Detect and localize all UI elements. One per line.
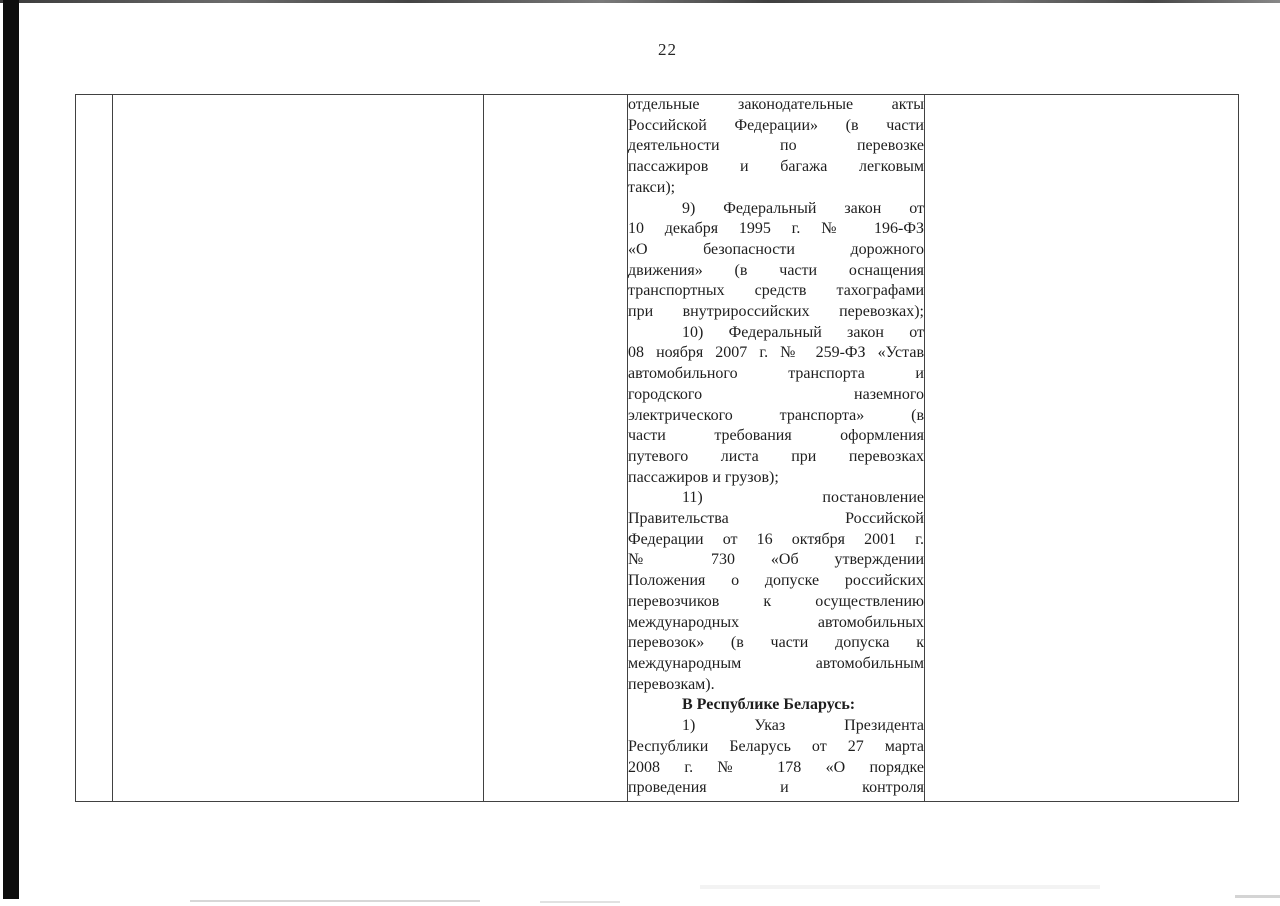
law-text-line: путевого листа при перевозках xyxy=(628,447,924,465)
table-row xyxy=(76,95,1239,802)
law-text-line: пассажиров и багажа легковым xyxy=(628,158,924,176)
law-text-line: Положения о допуске российских xyxy=(628,572,924,590)
law-text-line: городского наземного xyxy=(628,385,924,403)
scan-smudge xyxy=(1235,895,1280,898)
law-text-line: международных автомобильных xyxy=(628,613,924,631)
law-text-line: 1) Указ Президента xyxy=(682,717,924,735)
law-text-line: № 730 «Об утверждении xyxy=(628,551,924,569)
table-cell-empty-1 xyxy=(76,95,113,802)
law-text-line: перевозчиков к осуществлению xyxy=(628,592,924,610)
law-text-line: транспортных средств тахографами xyxy=(628,282,924,300)
law-text-line: 11) постановление xyxy=(682,489,924,507)
law-text-line: части требования оформления xyxy=(628,427,924,445)
law-text-line: пассажиров и грузов); xyxy=(628,468,779,486)
law-text-line: Республики Беларусь от 27 марта xyxy=(628,737,924,755)
law-text-line: 10) Федеральный закон от xyxy=(682,323,924,341)
scan-smudge xyxy=(190,900,480,902)
scan-artifact-left-bar xyxy=(3,0,19,899)
law-text-line: автомобильного транспорта и xyxy=(628,365,924,383)
law-text-line: перевозкам). xyxy=(628,675,715,693)
law-text-line: проведения и контроля xyxy=(628,779,924,797)
table-cell-empty-2 xyxy=(113,95,484,802)
table-cell-empty-4 xyxy=(925,95,1239,802)
law-text-line: 9) Федеральный закон от xyxy=(682,199,924,217)
law-text-line: перевозок» (в части допуска к xyxy=(628,634,924,652)
scan-artifact-top-edge xyxy=(0,0,1280,3)
law-text-line: 2008 г. № 178 «О порядке xyxy=(628,758,924,776)
law-text-line: Федерации от 16 октября 2001 г. xyxy=(628,530,924,548)
law-text-line: 08 ноября 2007 г. № 259-ФЗ «Устав xyxy=(628,344,924,362)
table-cell-empty-3 xyxy=(484,95,628,802)
law-text-line: международным автомобильным xyxy=(628,654,924,672)
law-text-line: Правительства Российской xyxy=(628,510,924,528)
law-text-line: отдельные законодательные акты xyxy=(628,96,924,113)
table-cell-law-text xyxy=(628,95,925,802)
law-text-line: такси); xyxy=(628,178,676,196)
law-text-line: Российской Федерации» (в части xyxy=(628,116,924,134)
law-text-lines xyxy=(628,95,924,799)
scan-smudge xyxy=(700,885,1100,889)
scan-smudge xyxy=(540,901,620,903)
law-text-line: «О безопасности дорожного xyxy=(628,240,924,258)
law-text-line: деятельности по перевозке xyxy=(628,137,924,155)
law-text-line: электрического транспорта» (в xyxy=(628,406,924,424)
page-number: 22 xyxy=(658,40,677,59)
law-text-line: В Республике Беларусь: xyxy=(682,696,856,714)
law-text-line: при внутрироссийских перевозках); xyxy=(628,303,924,321)
law-text-line: движения» (в части оснащения xyxy=(628,261,924,279)
law-text-line: 10 декабря 1995 г. № 196-ФЗ xyxy=(628,220,924,238)
document-table xyxy=(75,94,1239,802)
